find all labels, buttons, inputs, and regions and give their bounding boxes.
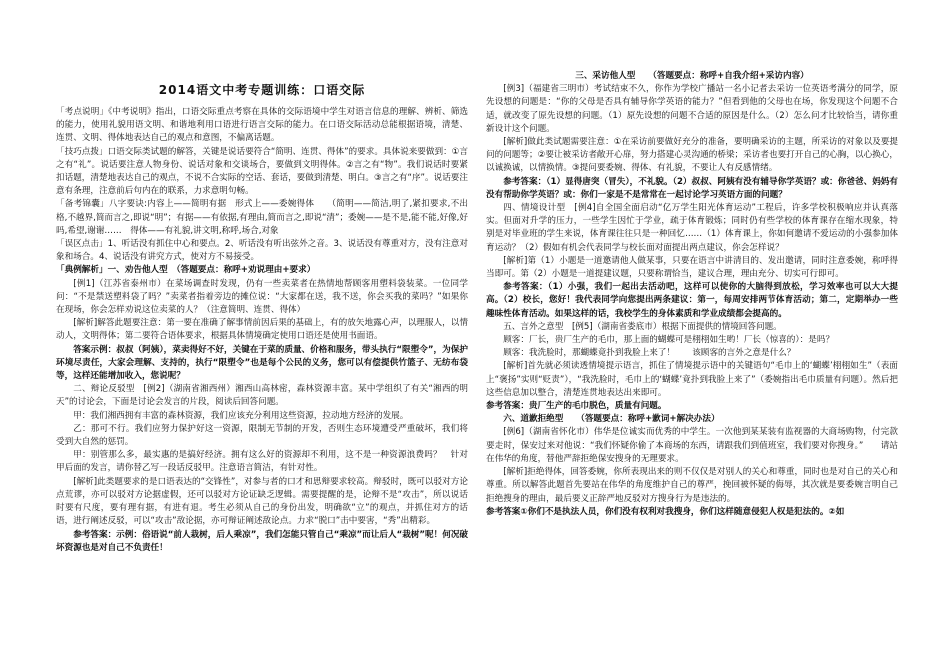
left-paragraph: 答案示例：叔叔（阿姨），菜卖得好不好，关键在于菜的质量、价格和服务，带头执行“限塑令”，为保护环境尽责任，大家会理解、支持的，执行“限塑令”也是每个公民的义务，您可以有偿提供竹篮子、无纺布袋等，这样还能增加收入，您说呢？ (56, 344, 468, 382)
right-column (486, 0, 898, 671)
left-paragraph: 「典例解析」一、劝告他人型 （答题要点：称呼+劝说理由+要求） (56, 265, 316, 276)
left-paragraph: 二、辩论反驳型 [例2]（湖南省湘西州）湘西山高林密，森林资源丰富。某中学组织了有关“湘西的明天”的讨论会，下面是讨论会发言的片段，阅读后回答问题。 (56, 384, 468, 408)
left-paragraph: [例1]（江苏省泰州市）在菜场调查时发现，仍有一些卖菜者在热情地帮顾客用塑料袋装菜。一位同学问：“不是禁送塑料袋了吗？”卖菜者指着旁边的摊位说：“大家都在送，我不送，你会买我的菜吗？”如果你在现场，你会怎样劝说这位卖菜的人？（注意简明、连贯、得体） (56, 278, 468, 316)
left-paragraph: 甲：我们湘西拥有丰富的森林资源，我们应该充分利用这些资源，拉动地方经济的发展。 (73, 410, 409, 421)
right-paragraph: [解析]第（1）小题是一道邀请他人做某事，只要在语言中讲清目的、发出邀请，同时注意委婉，称呼得当即可。第（2）小题是一道提建议题，只要称谓恰当，建议合理，理由充分、切实可行即可。 (486, 255, 898, 280)
right-paragraph: [例6]（湖南省怀化市）伟华是位诚实而优秀的中学生。一次他到某某装有监视器的大商场购物，付完款要走时，保安过来对他说：“我们怀疑你偷了本商场的东西，请跟我们到值班室，我们要对你搜身。” 请站在伟华的角度，替他严辞拒绝保安搜身的无理要求。 (486, 427, 898, 464)
left-paragraph: [解析]此类题要求的是口语表达的“交锋性”，对参与者的口才和思辩要求较高。辩驳时，既可以驳对方论点荒谬，亦可以驳对方论据虚假，还可以驳对方论证缺乏逻辑。需要提醒的是，论辩不是“攻击”，所以说话时要有尺度，要有理有据，有进有退。考生必须从自己的身份出发，明确欲“立”的观点，并抓住对方的话语，进行阐述反驳，可以“攻击”敌论据，亦可辩证阐述敌论点。力求“脱口”击中要害，“秀”出精彩。 (56, 476, 468, 527)
left-paragraph: 甲：别管那么多，最实惠的是搞好经济。拥有这么好的资源却不利用，这不是一种资源浪费吗？ 针对甲后面的发言，请你替乙写一段话反驳甲。注意语言简洁，有针对性。 (56, 450, 468, 474)
right-paragraph: 六、道歉拒绝型 （答题要点：称呼+歉词+解决办法） (503, 414, 720, 425)
left-paragraph: 乙：那可不行。我们应努力保护好这一资源，限制无节制的开发，否则生态环境遭受严重破坏，我们将受到大自然的惩罚。 (56, 423, 468, 448)
right-paragraph: 四、情境设计型 [例4]自全国全面启动“亿万学生阳光体育运动”工程后，许多学校积极响应并认真落实。但面对升学的压力，一些学生因忙于学业，疏于体育锻炼；同时仍有些学校的体育课存在缩水现象，特别是对毕业班的学生来说，体育课往往只是一种回忆……（1）体育课上，你如何邀请不爱运动的小强参加体育运动？（2）假如有机会代表同学与校长面对面提出两点建议，你会怎样说？ (486, 203, 898, 253)
right-paragraph: [解析]做此类试题需要注意：①在采访前要做好充分的准备，要明确采访的主题，所采访的对象以及要提问的问题等；②要让被采访者敞开心扉，努力搭建心灵沟通的桥梁；采访者也要打开自己的心胸，以心换心，以诚换诚，以情换情。③提问要委婉、得体、有礼貌，不要让人有反感情绪。 (486, 137, 898, 174)
left-paragraph: 「考点说明」《中考说明》指出，口语交际重点考察在具体的交际语境中学生对语言信息的理解、辨析、筛选的能力，使用礼貌用语文明、和谐地利用口语进行语言交际的能力。在口语交际活动总能根据语境，清楚、连贯、文明、得体地表达自己的观点和意图，不偏离话题。 (56, 107, 468, 144)
right-column-body (486, 70, 898, 519)
right-paragraph: [解析]首先就必须读透情境提示语言，抓住了情境提示语中的关键语句“毛巾上的‘蝴蝶’栩栩如生”（表面上“褒扬”实则“贬责”），“我洗脸时，毛巾上的‘蝴蝶’竟扑到我脸上来了”（委婉指出毛巾质量有问题）。然后把这些信息加以整合，清楚连贯地表达出来即可。 (486, 361, 898, 398)
right-paragraph: [解析]拒绝得体，回答委婉，你所表现出来的则不仅仅是对别人的关心和尊重，同时也是对自己的关心和尊重。所以解答此题首先要站在伟华的角度维护自己的尊严，挽回被怀疑的侮辱，其次就是要委婉言明自己拒绝搜身的理由，最后要义正辞严地反驳对方搜身行为是违法的。 (486, 467, 898, 504)
left-paragraph: 「备考锦囊」八字要诀:内容上——简明有据 形式上——委婉得体 （简明——简洁,明了,紧扣要求,不出格,不越界,简而言之,即说“明”；有据——有依据,有理由,简而言之,即说“清”；委婉——是不是,能不能,好像,好吗,希望,谢谢…… 得体——有礼貌,讲文明,称呼,场合,对象 (56, 199, 468, 236)
left-column-body (56, 106, 468, 555)
right-paragraph: 参考答案：（1）显得唐突（冒失），不礼貌。（2）叔叔、阿姨有没有辅导你学英语？或：你爸爸、妈妈有没有帮助你学英语？或：你们一家是不是常常在一起讨论学习英语方面的问题？ (486, 176, 898, 200)
left-paragraph: 「误区点击」1、听话没有抓住中心和要点。2、听话没有听出弦外之音。3、说话没有尊重对方，没有注意对象和场合。4、说话没有讲究方式，使对方不易接受。 (56, 239, 468, 263)
right-paragraph: [例3]（福建省三明市）考试结束不久，你作为学校广播站一名小记者去采访一位英语考满分的同学，原先设想的问题是：“你的父母是否具有辅导你学英语的能力？”但看到他的父母也在场，你发现这个问题不合适，就改变了原先设想的问题。（1）原先设想的问题不合适的原因是什么。（2）怎么问才比较恰当，请你重新设计这个问题。 (486, 84, 898, 134)
right-paragraph: 参考答案①你们不是执法人员，你们没有权利对我搜身，你们这样随意侵犯人权是犯法的。②如 (486, 506, 845, 517)
right-paragraph: 参考答案：（1）小强，我们一起出去活动吧，这样可以使你的大脑得到放松，学习效率也可以大大提高。（2）校长，您好！我代表同学向您提出两条建议：第一，每周安排两节体育活动；第二，定期举办一些趣味性体育活动。如果这样的话，我校学生的身体素质和学业成绩都会提高的。 (486, 282, 898, 319)
left-paragraph: 参考答案：示例：俗语说“前人栽树，后人乘凉”，我们怎能只管自己“乘凉”而让后人“栽树”呢！何况破坏资源也是对自己不负责任！ (56, 529, 468, 553)
left-paragraph: [解析]解答此题要注意：第一要在准确了解事情前因后果的基础上，有的放矢地露心声，以理服人，以情动人，文明得体；第二要符合语体要求，根据具体情境确定使用口语还是使用书面语。 (56, 318, 468, 342)
right-paragraph: 顾客：我洗脸时，那蝴蝶竟扑到我脸上来了！ 该顾客的言外之意是什么？ (503, 348, 796, 359)
right-paragraph: 顾客：厂长，贵厂生产的毛巾，那上面的蝴蝶可是栩栩如生哟！厂长（惊喜的）：是吗？ (503, 335, 835, 346)
right-paragraph: 五、言外之意型 [例5]（湖南省娄底市）根据下面提供的情境回答问题。 (503, 321, 782, 332)
left-paragraph: 「技巧点拨」口语交际类试题的解答，关键是说话要符合“简明、连贯、得体”的要求。具体说来要做到：①言之有“礼”。说话要注意人物身份、说话对象和交谈场合，要做到文明得体。②言之有“物”。我们说话时要紧扣话题，清楚地表达自己的观点，不说不合实际的空话、套话，要做到清楚、明白。③言之有“序”。说话要注意有条理，注意前后句内在的联系，力求意明句畅。 (56, 146, 468, 197)
right-paragraph: 参考答案：贵厂生产的毛巾脱色，质量有问题。 (486, 401, 667, 412)
right-paragraph: 三、采访他人型 （答题要点：称呼+自我介绍+采访内容） (575, 71, 809, 81)
right-top-margin (486, 0, 898, 70)
left-column (56, 0, 468, 671)
page-title: 2014语文中考专题训练：口语交际 (158, 83, 366, 97)
